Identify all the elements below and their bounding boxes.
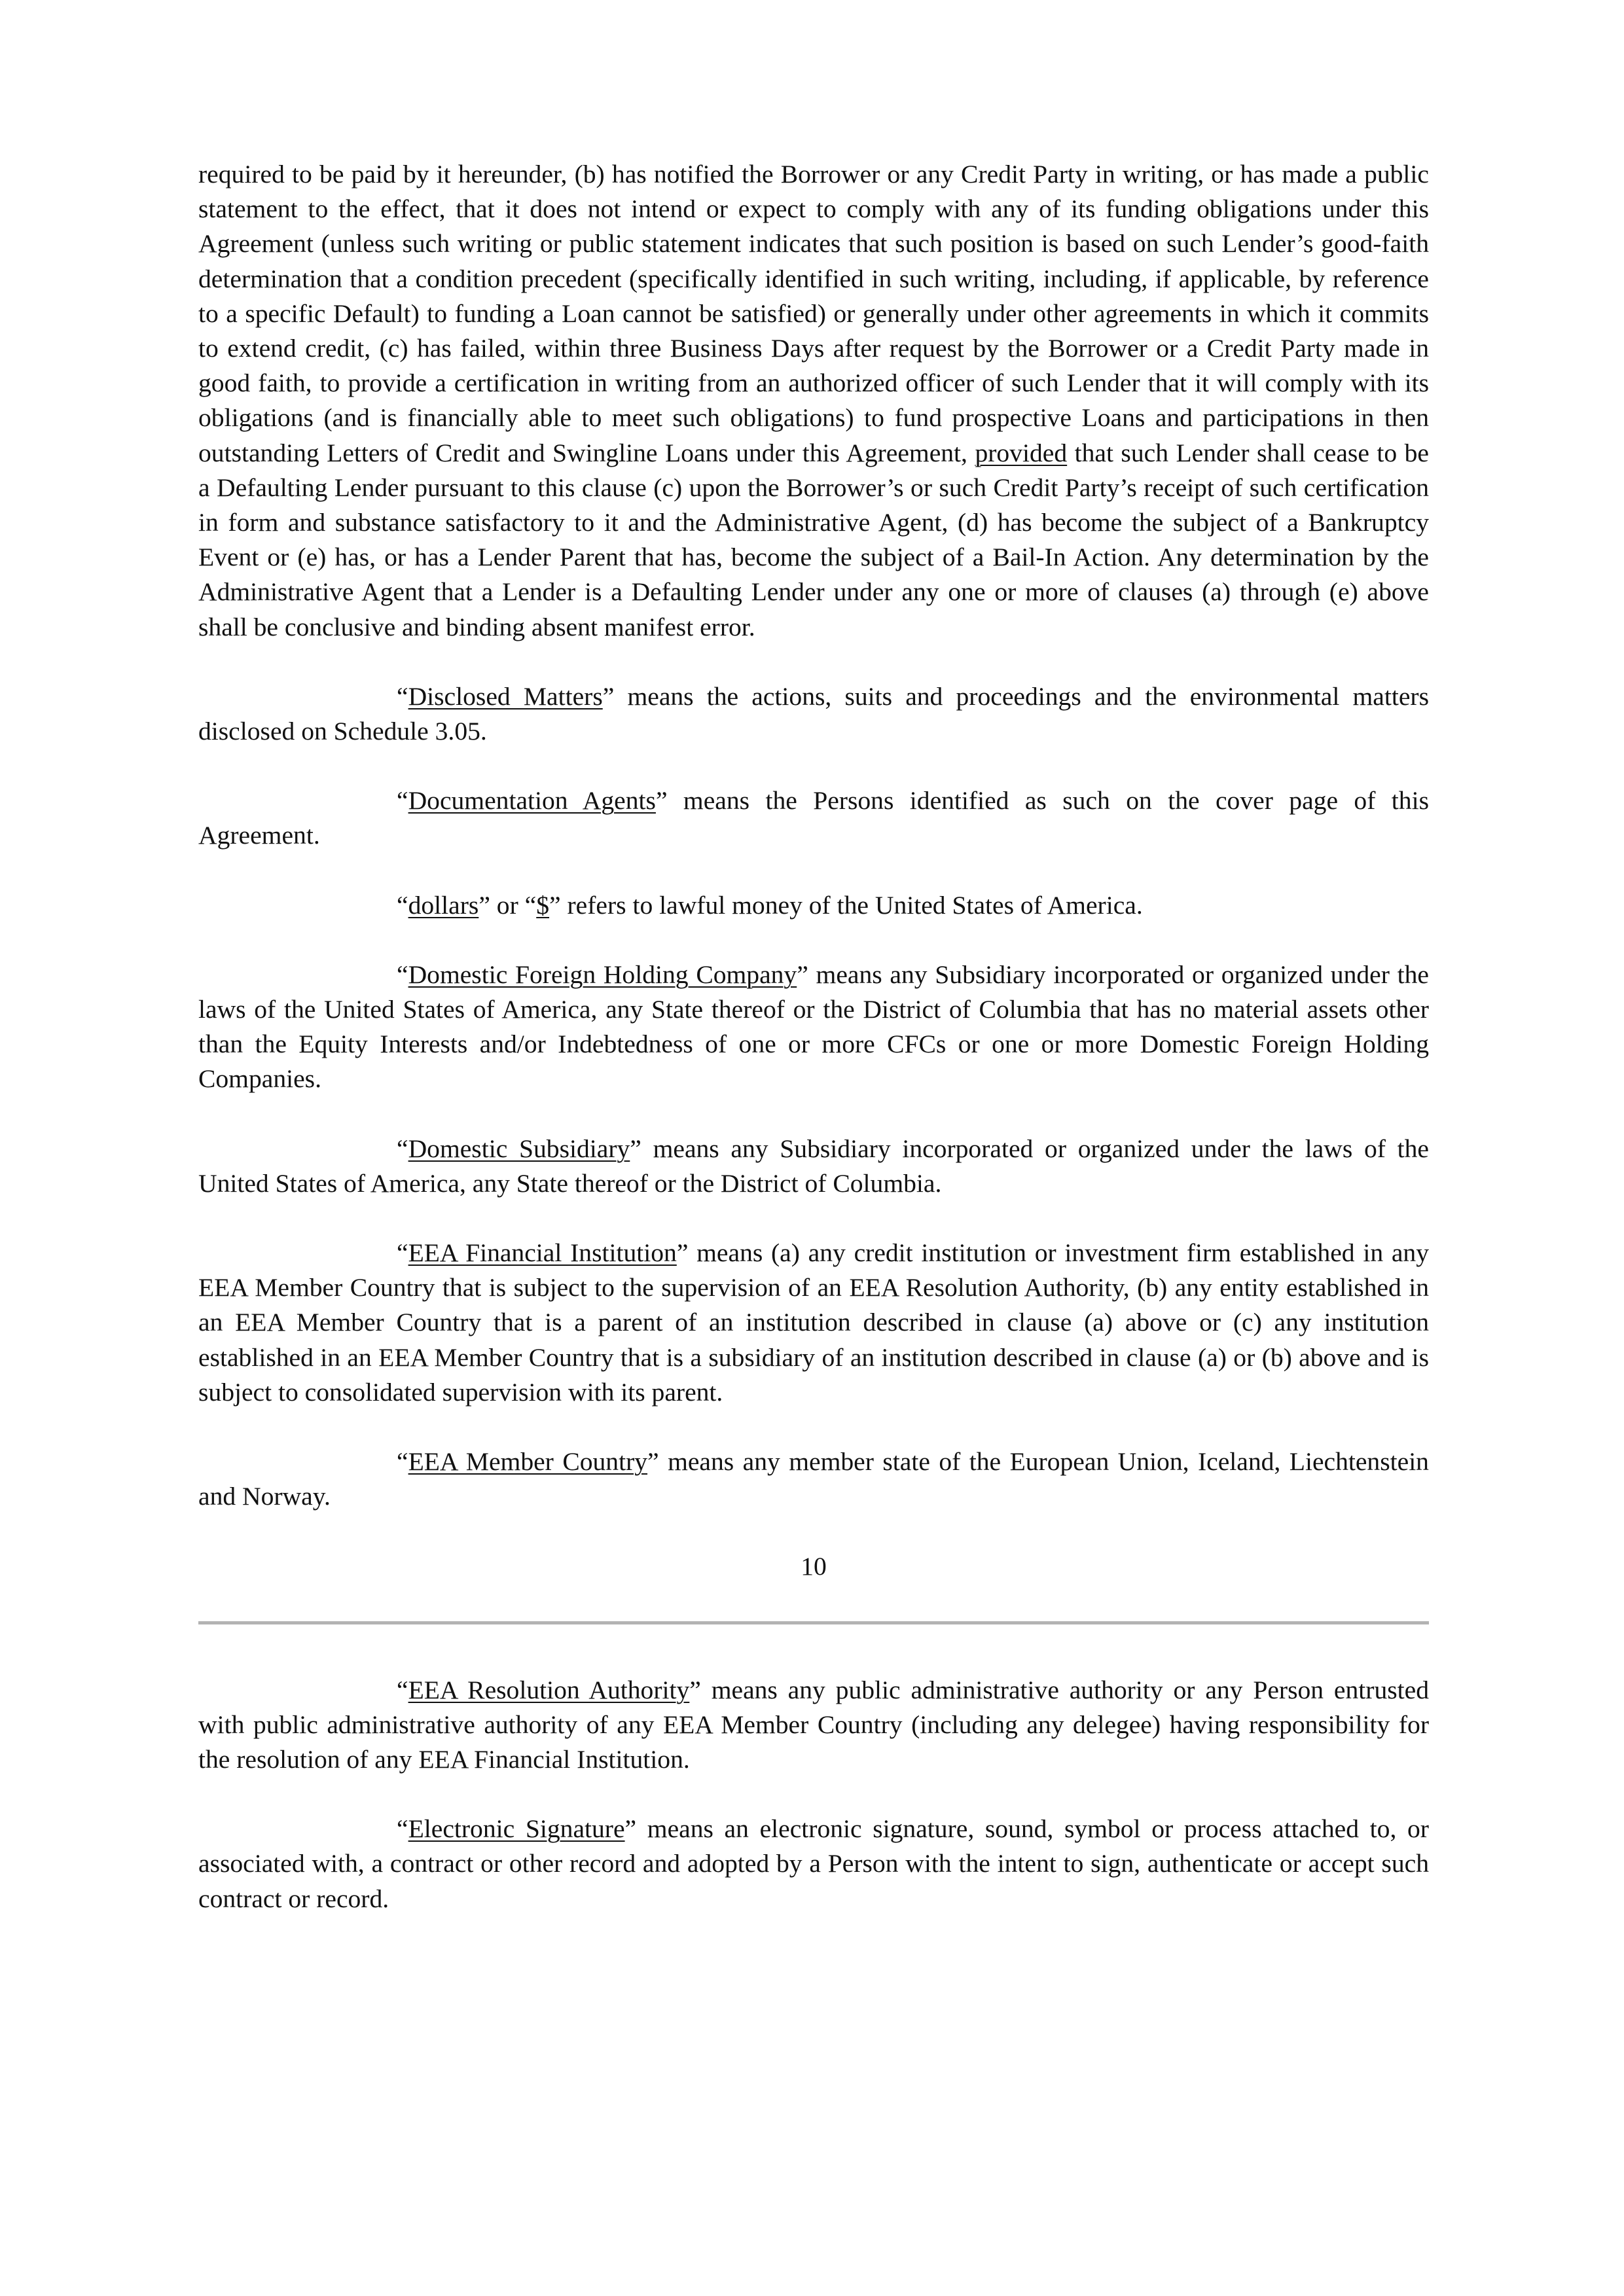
definition-text: means the Persons identified as such on the cover page of this Agreement.	[198, 786, 1429, 850]
defined-term: Documentation Agents	[408, 786, 656, 816]
defined-term: Domestic Foreign Holding Company	[408, 960, 797, 989]
definition-text: refers to lawful money of the United States of America.	[560, 890, 1143, 920]
definition-text: means any member state of the European Union, Iceland, Liechtenstein and Norway.	[198, 1447, 1429, 1511]
continuation-text-1: required to be paid by it hereunder, (b) has notified the Borrower or any Credit Party in writing, or has made a public statement to the effect, that it does not intend or expect to comply with any of its funding obligations under this Agreement (unless such writing or public statement indicates that such position is based on such Lender’s good-faith determination that a condition precedent (specifically identified in such writing, including, if applicable, by reference to a specific Default) to funding a Loan cannot be satisfied) or generally under other agreements in which it commits to extend credit, (c) has failed, within three Business Days after request by the Borrower or a Credit Party made in good faith, to provide a certification in writing from an authorized officer of such Lender that it will comply with its obligations (and is financially able to meet such obligations) to fund prospective Loans and participations in then outstanding Letters of Credit and Swingline Loans under this Agreement,	[198, 160, 1429, 467]
definition-text: means any public administrative authority or any Person entrusted with public administrative authority of any EEA Member Country (including any delegee) having responsibility for the resolution of any EEA Financial Institution.	[198, 1675, 1429, 1774]
continuation-text-2: that such Lender shall cease to be a Defaulting Lender pursuant to this clause (c) upon the Borrower’s or such Credit Party’s receipt of such certification in form and substance satisfactory to it and the Administrative Agent, (d) has become the subject of a Bankruptcy Event or (e) has, or has a Lender Parent that has, become the subject of a Bail-In Action. Any determination by the Administrative Agent that a Lender is a Defaulting Lender under any one or more of clauses (a) through (e) above shall be conclusive and binding absent manifest error.	[198, 438, 1429, 641]
definition-text: means an electronic signature, sound, symbol or process attached to, or associated with, a contract or other record and adopted by a Person with the intent to sign, authenticate or accept such contract or record.	[198, 1814, 1429, 1913]
provided-term: provided	[975, 438, 1068, 467]
definition-electronic-signature: “Electronic Signature” means an electronic signature, sound, symbol or process attached to, or associated with, a contract or other record and adopted by a Person with the intent to sign, authenticate or accept such contract or record.	[198, 1814, 1429, 1913]
definition-domestic-subsidiary: “Domestic Subsidiary” means any Subsidiary incorporated or organized under the laws of the United States of America, any State thereof or the District of Columbia.	[198, 1134, 1429, 1198]
defined-term: EEA Member Country	[408, 1447, 648, 1477]
page-number: 10	[801, 1551, 827, 1581]
definition-disclosed-matters: “Disclosed Matters” means the actions, suits and proceedings and the environmental matters disclosed on Schedule 3.05.	[198, 681, 1429, 746]
defined-term: Disclosed Matters	[408, 681, 603, 711]
definition-eea-member-country: “EEA Member Country” means any member state of the European Union, Iceland, Liechtenstein and Norway.	[198, 1447, 1429, 1511]
defined-term: EEA Financial Institution	[408, 1238, 677, 1268]
definition-eea-resolution-authority: “EEA Resolution Authority” means any public administrative authority or any Person entrusted with public administrative authority of any EEA Member Country (including any delegee) having responsibility for the resolution of any EEA Financial Institution.	[198, 1675, 1429, 1774]
defined-term: Domestic Subsidiary	[408, 1134, 630, 1163]
defined-term: EEA Resolution Authority	[408, 1675, 690, 1704]
definition-text: means any Subsidiary incorporated or organized under the laws of the United States of America, any State thereof or the District of Columbia that has no material assets other than the Equity Interests and/or Indebtedness of one or more CFCs or one or more Domestic Foreign Holding Companies.	[198, 960, 1429, 1094]
definition-text: means the actions, suits and proceedings and the environmental matters disclosed on Schedule 3.05.	[198, 681, 1429, 746]
definition-eea-financial-institution: “EEA Financial Institution” means (a) any credit institution or investment firm established in any EEA Member Country that is subject to the supervision of an EEA Resolution Authority, (b) any entity established in an EEA Member Country that is a parent of an institution described in clause (a) above or (c) any institution established in an EEA Member Country that is a subsidiary of an institution described in clause (a) or (b) above and is subject to consolidated supervision with its parent.	[198, 1238, 1429, 1407]
document-page	[198, 157, 1429, 1951]
definition-text: means any Subsidiary incorporated or organized under the laws of the United States of America, any State thereof or the District of Columbia.	[198, 1134, 1429, 1198]
continuation-paragraph	[198, 157, 1429, 645]
definition-documentation-agents: “Documentation Agents” means the Persons identified as such on the cover page of this Agreement.	[198, 786, 1429, 850]
definition-connector: or “	[490, 890, 537, 920]
defined-term-symbol: $	[536, 890, 550, 920]
defined-term: dollars	[408, 890, 479, 920]
definition-dollars: “dollars” or “$” refers to lawful money of the United States of America.	[397, 890, 1143, 920]
definition-text: means (a) any credit institution or investment firm established in any EEA Member Country that is subject to the supervision of an EEA Resolution Authority, (b) any entity established in an EEA Member Country that is a parent of an institution described in clause (a) above or (c) any institution established in an EEA Member Country that is a subsidiary of an institution described in clause (a) or (b) above and is subject to consolidated supervision with its parent.	[198, 1238, 1429, 1407]
definition-domestic-foreign-holding-company: “Domestic Foreign Holding Company” means any Subsidiary incorporated or organized under the laws of the United States of America, any State thereof or the District of Columbia that has no material assets other than the Equity Interests and/or Indebtedness of one or more CFCs or one or more Domestic Foreign Holding Companies.	[198, 960, 1429, 1094]
page-divider	[198, 1621, 1429, 1624]
defined-term: Electronic Signature	[408, 1814, 625, 1844]
